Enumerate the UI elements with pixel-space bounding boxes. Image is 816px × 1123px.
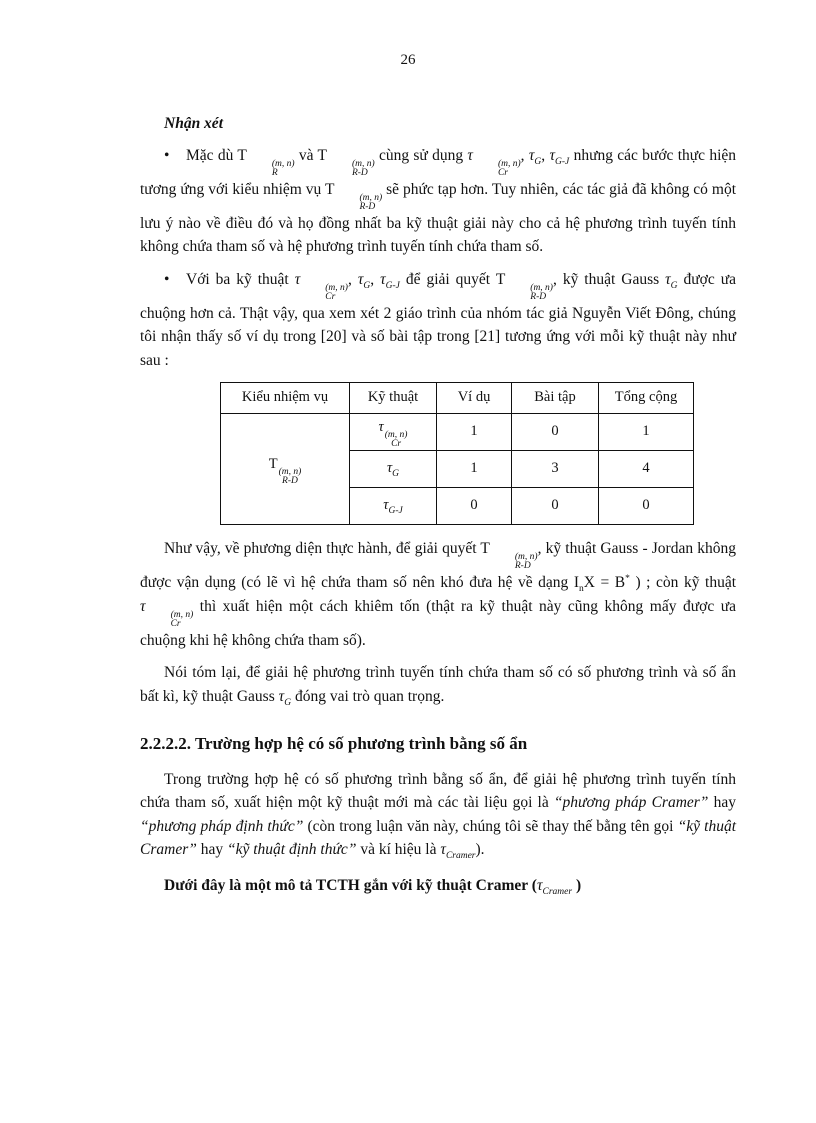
remark-heading: Nhận xét [164,115,223,132]
table-cell-technique: $\tau_{G-J}$ [350,488,437,525]
bullet-paragraph-2: • Với ba kỹ thuật τ (m, n) Cr , $\tau_G$, $\tau_{G-J}$ để giải quyết T (m, n) R-D , kỹ thuật Gauss $\tau_G$ được ưa chuộng hơn cả. Thật vậy, qua xem xét 2 giáo trình của nhóm tác giả Nguyễn Viết Đông, chúng tôi nhận thấy số ví dụ trong [20] và số bài tập trong [21] tương ứng với mỗi kỹ thuật này như sau : [140,268,736,373]
symbol-tau-G: $\tau_G$ [357,270,371,291]
page-content [140,112,736,897]
formula-InX: $I_nX = B^*$ [573,573,630,595]
symbol-tau-G: $\tau_G$ [665,270,678,291]
table-header-cell: Ví dụ [437,383,512,414]
statistics-table [220,382,694,525]
table-cell: 0 [512,488,599,525]
table-header-cell: Tổng cộng [599,383,694,414]
symbol-T-RD: T (m, n) R-D [317,146,375,178]
table-cell: 0 [437,488,512,525]
table-cell: 0 [512,414,599,451]
symbol-T-RD: T (m, n) R-D [495,270,553,302]
bullet-icon: • [164,270,170,288]
table-cell: 1 [599,414,694,451]
section-heading: 2.2.2.2. Trường hợp hệ có số phương trình bằng số ẩn [140,734,528,753]
symbol-T-R: T (m, n) R [237,146,295,178]
table-cell-task-type: T (m, n) R-D [221,414,350,525]
table-cell: 1 [437,451,512,488]
symbol-tau-Cr: τ (m, n) Cr [467,146,521,178]
symbol-tau-GJ: $\tau_{G-J}$ [549,146,570,167]
symbol-T-RD: T (m, n) R-D [324,180,383,212]
table-cell-technique: τ (m, n) Cr [350,414,437,451]
table-header-row [221,383,694,414]
bullet-icon: • [164,146,170,164]
paragraph-cramer: Trong trường hợp hệ có số phương trình bằng số ẩn, để giải hệ phương trình tuyến tính chứa tham số, xuất hiện một kỹ thuật mới mà các tài liệu gọi là “phương pháp Cramer” hay “phương pháp định thức” (còn trong luận văn này, chúng tôi sẽ thay thế bằng tên gọi “kỹ thuật Cramer” hay “kỹ thuật định thức” và kí hiệu là $\tau_{Cramer}$). [140,770,737,862]
table-cell: 3 [512,451,599,488]
table-cell-technique: $\tau_G$ [350,451,437,488]
table-cell: 4 [599,451,694,488]
symbol-tau-G: $\tau_G$ [528,146,542,167]
cramer-description-line: Dưới đây là một mô tả TCTH gắn với kỹ thuật Cramer ($\tau_{Cramer}$ ) [164,876,582,897]
page-number: 26 [400,52,416,68]
table-header-cell: Kỹ thuật [350,383,437,414]
table-cell: 0 [599,488,694,525]
table-header-cell: Kiểu nhiệm vụ [221,383,350,414]
symbol-tau-Cr: τ (m, n) Cr [294,270,348,302]
table-header-cell: Bài tập [512,383,599,414]
paragraph-practice: Như vậy, về phương diện thực hành, để giải quyết T (m, n) R-D , kỹ thuật Gauss - Jordan không được vận dụng (có lẽ vì hệ chứa tham số nên khó đưa hệ về dạng $I_nX = B^*$ ) ; còn kỹ thuật τ (m, n) Cr thì xuất hiện một cách khiêm tốn (thật ra kỹ thuật này cũng không mấy được ưa chuộng khi hệ không chứa tham số). [140,540,737,649]
symbol-tau-GJ: $\tau_{G-J}$ [380,270,400,291]
table-row [221,414,694,451]
table-cell: 1 [437,414,512,451]
paragraph-summary: Nói tóm lại, để giải hệ phương trình tuyến tính chứa tham số có số phương trình và số ẩn bất kì, kỹ thuật Gauss $\tau_G$ đóng vai trò quan trọng. [140,664,736,708]
bullet-paragraph-1: • Mặc dù T (m, n) R và T (m, n) R-D cùng sử dụng τ (m, n) Cr , $\tau_G$, $\tau_{G-J}$ nhưng các bước thực hiện tương ứng với kiểu nhiệm vụ T (m, n) R-D sẽ phức tạp hơn. Tuy nhiên, các tác giả đã không có một lưu ý nào về điều đó và họ đồng nhất ba kỹ thuật giải này cho cả hệ phương trình tuyến tính không chứa tham số và hệ phương trình tuyến tính chứa tham số. [140,144,736,259]
